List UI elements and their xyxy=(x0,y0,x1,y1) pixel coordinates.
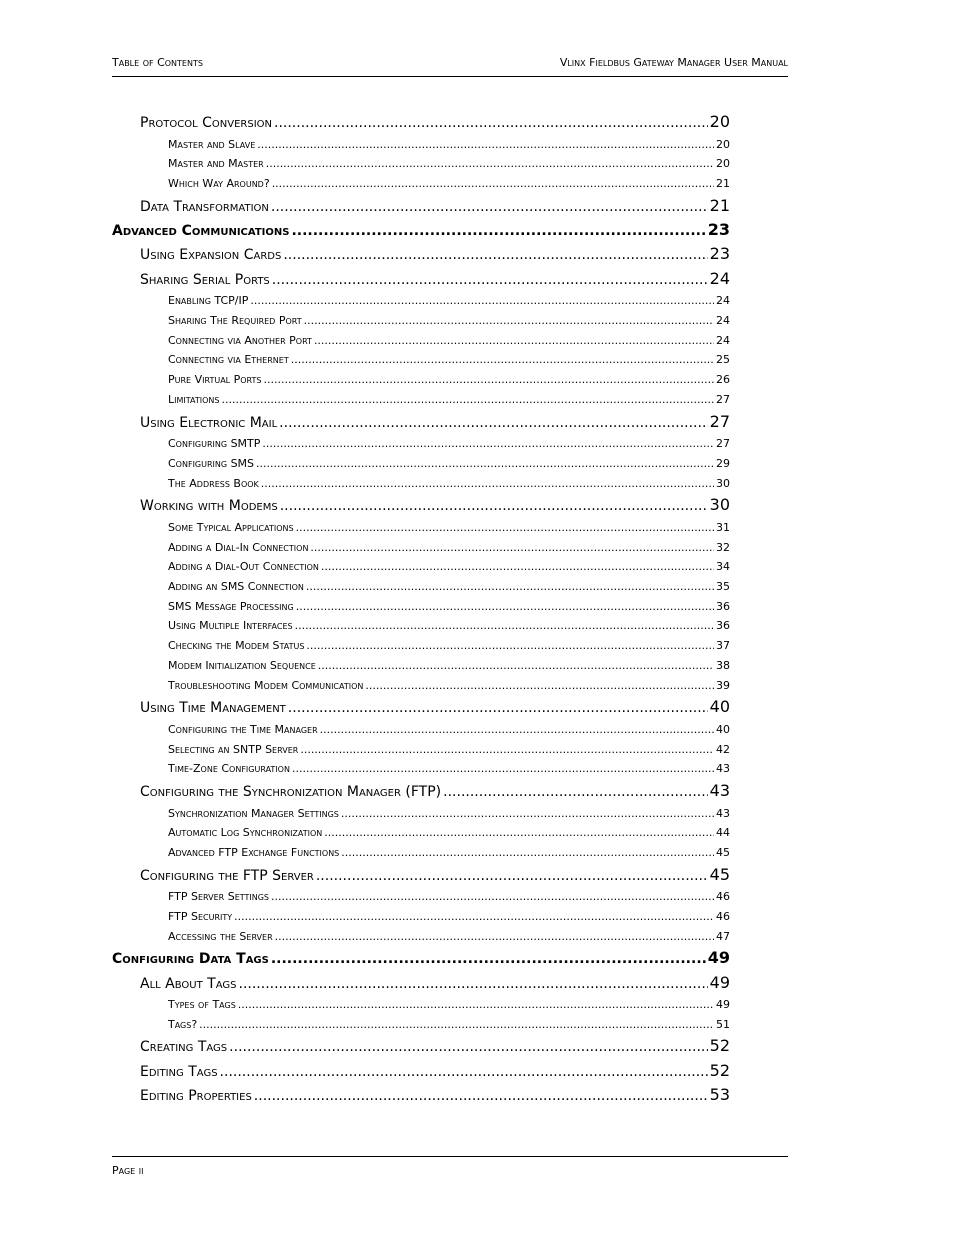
toc-entry[interactable] xyxy=(168,542,730,553)
dot-leader xyxy=(291,354,714,365)
toc-entry[interactable] xyxy=(140,497,730,513)
toc-entry[interactable] xyxy=(168,808,730,819)
toc-entry[interactable] xyxy=(168,827,730,838)
toc-entry-title: Configuring Data Tags xyxy=(112,951,269,967)
toc-entry[interactable] xyxy=(168,680,730,691)
toc-entry-title: Modem Initialization Sequence xyxy=(168,659,316,672)
dot-leader xyxy=(279,416,707,430)
dot-leader xyxy=(256,458,714,469)
dot-leader xyxy=(365,680,714,691)
dot-leader xyxy=(238,999,714,1010)
toc-entry[interactable] xyxy=(168,620,730,631)
dot-leader xyxy=(250,295,714,306)
toc-entry[interactable] xyxy=(168,458,730,469)
dot-leader xyxy=(234,911,714,922)
toc-entry[interactable] xyxy=(140,114,730,130)
toc-entry-page: 46 xyxy=(716,890,730,903)
toc-entry-page: 29 xyxy=(716,457,730,470)
dot-leader xyxy=(300,744,714,755)
dot-leader xyxy=(296,601,714,612)
toc-entry[interactable] xyxy=(168,315,730,326)
toc-entry[interactable] xyxy=(168,438,730,449)
toc-entry-page: 20 xyxy=(716,138,730,151)
toc-entry[interactable] xyxy=(168,601,730,612)
toc-entry-title: Enabling TCP/IP xyxy=(168,294,249,307)
toc-entry[interactable] xyxy=(168,931,730,942)
toc-entry-page: 43 xyxy=(716,762,730,775)
toc-entry-title: Troubleshooting Modem Communication xyxy=(168,679,364,692)
toc-entry-title: Configuring SMTP xyxy=(168,437,261,450)
toc-entry-title: Master and Slave xyxy=(168,138,256,151)
toc-entry-page: 39 xyxy=(716,679,730,692)
toc-entry-title: Editing Tags xyxy=(140,1064,218,1080)
toc-entry-page: 24 xyxy=(709,269,730,288)
toc-entry-title: Checking the Modem Status xyxy=(168,639,305,652)
toc-entry[interactable] xyxy=(168,394,730,405)
toc-entry-title: Editing Properties xyxy=(140,1088,252,1104)
dot-leader xyxy=(272,273,708,287)
toc-entry-title: Which Way Around? xyxy=(168,177,270,190)
dot-leader xyxy=(262,438,714,449)
dot-leader xyxy=(288,701,708,715)
dot-leader xyxy=(314,335,714,346)
toc-entry-page: 27 xyxy=(709,412,730,431)
toc-entry-title: Configuring the FTP Server xyxy=(140,868,314,884)
toc-entry[interactable] xyxy=(168,178,730,189)
toc-entry-title: Time-Zone Configuration xyxy=(168,762,290,775)
dot-leader xyxy=(320,724,714,735)
toc-entry-title: Working with Modems xyxy=(140,498,278,514)
toc-entry[interactable] xyxy=(140,867,730,883)
dot-leader xyxy=(310,542,714,553)
dot-leader xyxy=(266,158,714,169)
toc-entry-page: 32 xyxy=(716,541,730,554)
dot-leader xyxy=(341,847,714,858)
dot-leader xyxy=(274,116,708,130)
toc-entry-page: 44 xyxy=(716,826,730,839)
toc-entry-title: Limitations xyxy=(168,393,220,406)
dot-leader xyxy=(324,827,714,838)
toc-entry-page: 27 xyxy=(716,437,730,450)
toc-entry-page: 25 xyxy=(716,353,730,366)
dot-leader xyxy=(321,561,714,572)
toc-entry-page: 24 xyxy=(716,294,730,307)
toc-entry-page: 49 xyxy=(709,973,730,992)
dot-leader xyxy=(306,640,714,651)
toc-entry[interactable] xyxy=(168,724,730,735)
toc-entry-page: 38 xyxy=(716,659,730,672)
toc-entry[interactable] xyxy=(168,374,730,385)
toc-entry-page: 35 xyxy=(716,580,730,593)
dot-leader xyxy=(292,763,714,774)
page-header xyxy=(112,56,788,77)
toc-entry-title: All About Tags xyxy=(140,976,237,992)
dot-leader xyxy=(271,891,714,902)
toc-entry[interactable] xyxy=(140,699,730,715)
toc-entry[interactable] xyxy=(140,198,730,214)
toc-entry[interactable] xyxy=(140,1063,730,1079)
toc-entry[interactable] xyxy=(168,335,730,346)
toc-entry-page: 49 xyxy=(707,948,730,967)
toc-entry-title: Data Transformation xyxy=(140,199,269,215)
toc-entry-title: Connecting via Another Port xyxy=(168,334,312,347)
dot-leader xyxy=(239,977,708,991)
toc-entry-page: 23 xyxy=(707,220,730,239)
dot-leader xyxy=(221,394,714,405)
toc-entry-title: Selecting an SNTP Server xyxy=(168,743,299,756)
toc-entry-page: 20 xyxy=(716,157,730,170)
toc-entry-title: FTP Security xyxy=(168,910,233,923)
toc-entry-page: 45 xyxy=(709,865,730,884)
dot-leader xyxy=(316,869,708,883)
toc-entry-title: The Address Book xyxy=(168,477,259,490)
page-footer xyxy=(112,1156,788,1177)
toc-entry-title: Advanced FTP Exchange Functions xyxy=(168,846,340,859)
dot-leader xyxy=(304,315,714,326)
dot-leader xyxy=(280,499,708,513)
toc-entry[interactable] xyxy=(168,660,730,671)
toc-entry-page: 40 xyxy=(709,697,730,716)
toc-entry-title: SMS Message Processing xyxy=(168,600,294,613)
dot-leader xyxy=(306,581,714,592)
toc-entry-page: 30 xyxy=(716,477,730,490)
toc-entry-title: Sharing The Required Port xyxy=(168,314,302,327)
toc-entry[interactable] xyxy=(168,891,730,902)
dot-leader xyxy=(257,139,714,150)
toc-entry[interactable] xyxy=(168,478,730,489)
toc-entry-page: 27 xyxy=(716,393,730,406)
toc-entry-page: 47 xyxy=(716,930,730,943)
toc-entry-title: Tags? xyxy=(168,1018,198,1031)
toc-entry-title: FTP Server Settings xyxy=(168,890,270,903)
toc-entry-title: Adding a Dial-Out Connection xyxy=(168,560,319,573)
toc-entry-title: Pure Virtual Ports xyxy=(168,373,262,386)
toc-entry-page: 24 xyxy=(716,334,730,347)
dot-leader xyxy=(271,952,706,966)
toc-entry-title: Automatic Log Synchronization xyxy=(168,826,323,839)
dot-leader xyxy=(296,522,714,533)
toc-entry-title: Protocol Conversion xyxy=(140,115,272,131)
dot-leader xyxy=(341,808,714,819)
toc-entry[interactable] xyxy=(140,975,730,991)
footer-page-label: Page ii xyxy=(112,1164,144,1177)
toc-entry-page: 37 xyxy=(716,639,730,652)
toc-entry-title: Adding an SMS Connection xyxy=(168,580,304,593)
toc-entry-title: Configuring the Synchronization Manager (FTP) xyxy=(140,784,442,800)
toc-entry-page: 46 xyxy=(716,910,730,923)
toc-entry-page: 24 xyxy=(716,314,730,327)
toc-entry[interactable] xyxy=(140,1038,730,1054)
toc-entry[interactable] xyxy=(168,1019,730,1030)
toc-entry-title: Advanced Communications xyxy=(112,223,290,239)
toc-entry[interactable] xyxy=(168,640,730,651)
dot-leader xyxy=(254,1089,708,1103)
toc-entry-page: 21 xyxy=(716,177,730,190)
toc-entry[interactable] xyxy=(168,522,730,533)
header-section-title: Table of Contents xyxy=(112,56,203,69)
dot-leader xyxy=(261,478,714,489)
toc-entry-page: 31 xyxy=(716,521,730,534)
dot-leader xyxy=(295,620,714,631)
toc-entry[interactable] xyxy=(112,222,730,238)
toc-entry-title: Using Time Management xyxy=(140,700,286,716)
toc-entry[interactable] xyxy=(140,246,730,262)
toc-entry-page: 26 xyxy=(716,373,730,386)
dot-leader xyxy=(199,1019,714,1030)
toc-entry-page: 45 xyxy=(716,846,730,859)
toc-entry-page: 52 xyxy=(709,1036,730,1055)
header-manual-title: Vlinx Fieldbus Gateway Manager User Manual xyxy=(559,56,788,69)
dot-leader xyxy=(264,374,715,385)
toc-entry[interactable] xyxy=(168,911,730,922)
toc-entry-page: 42 xyxy=(716,743,730,756)
toc-entry-title: Connecting via Ethernet xyxy=(168,353,289,366)
dot-leader xyxy=(229,1040,707,1054)
toc-entry-title: Configuring SMS xyxy=(168,457,255,470)
toc-entry-page: 34 xyxy=(716,560,730,573)
dot-leader xyxy=(271,200,708,214)
toc-entry-page: 43 xyxy=(716,807,730,820)
toc-entry-title: Using Multiple Interfaces xyxy=(168,619,293,632)
toc-entry-title: Types of Tags xyxy=(168,998,236,1011)
toc-entry[interactable] xyxy=(140,271,730,287)
toc-entry-title: Synchronization Manager Settings xyxy=(168,807,339,820)
toc-entry-page: 40 xyxy=(716,723,730,736)
toc-entry[interactable] xyxy=(168,763,730,774)
toc-entry[interactable] xyxy=(112,950,730,966)
toc-entry-title: Configuring the Time Manager xyxy=(168,723,318,736)
dot-leader xyxy=(272,178,714,189)
toc-entry[interactable] xyxy=(168,158,730,169)
toc-entry-page: 20 xyxy=(709,112,730,131)
toc-entry[interactable] xyxy=(168,847,730,858)
dot-leader xyxy=(443,785,708,799)
toc-entry[interactable] xyxy=(168,561,730,572)
toc-entry-page: 36 xyxy=(716,619,730,632)
toc-entry-title: Master and Master xyxy=(168,157,264,170)
toc-entry[interactable] xyxy=(140,414,730,430)
toc-entry[interactable] xyxy=(168,999,730,1010)
toc-entry-page: 36 xyxy=(716,600,730,613)
toc-entry-page: 30 xyxy=(709,495,730,514)
toc-entry-page: 21 xyxy=(709,196,730,215)
toc-entry[interactable] xyxy=(168,581,730,592)
toc-entry[interactable] xyxy=(168,139,730,150)
toc-entry-title: Adding a Dial-In Connection xyxy=(168,541,309,554)
toc-entry-title: Using Electronic Mail xyxy=(140,415,278,431)
toc-entry[interactable] xyxy=(140,783,730,799)
toc-entry-page: 51 xyxy=(716,1018,730,1031)
toc-entry-page: 49 xyxy=(716,998,730,1011)
toc-entry[interactable] xyxy=(168,295,730,306)
dot-leader xyxy=(291,224,705,238)
toc-entry-page: 53 xyxy=(709,1085,730,1104)
dot-leader xyxy=(318,660,714,671)
toc-entry-title: Some Typical Applications xyxy=(168,521,294,534)
toc-entry-page: 23 xyxy=(709,244,730,263)
dot-leader xyxy=(275,931,714,942)
toc-entry[interactable] xyxy=(168,744,730,755)
toc-entry[interactable] xyxy=(140,1087,730,1103)
dot-leader xyxy=(283,248,707,262)
toc-entry-title: Using Expansion Cards xyxy=(140,247,282,263)
toc-entry-title: Sharing Serial Ports xyxy=(140,272,270,288)
toc-entry[interactable] xyxy=(168,354,730,365)
toc-entry-page: 43 xyxy=(709,781,730,800)
dot-leader xyxy=(220,1065,708,1079)
toc-entry-page: 52 xyxy=(709,1061,730,1080)
toc-entry-title: Accessing the Server xyxy=(168,930,273,943)
toc-entry-title: Creating Tags xyxy=(140,1039,228,1055)
